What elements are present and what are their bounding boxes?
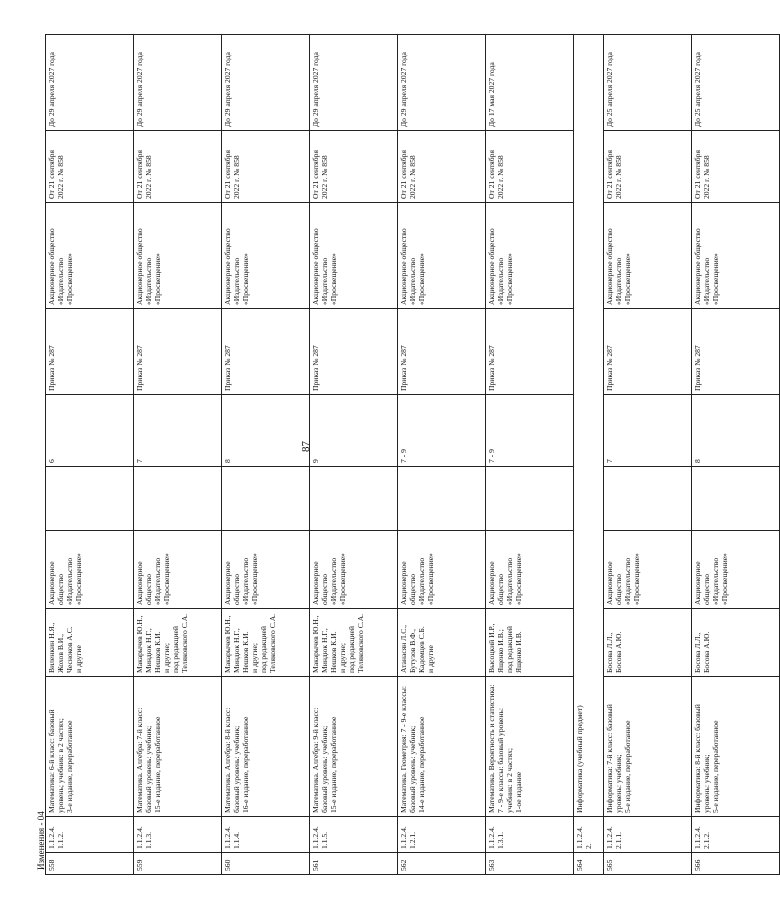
title-cell: Информатика: 8-й класс: базовый уровень: учебник; 5-е издание, переработанное	[692, 677, 780, 817]
from-cell: От 21 сентября 2022 г. № 858	[46, 131, 134, 203]
empty-cell	[398, 467, 486, 531]
table-row	[46, 35, 134, 875]
holder-cell: Акционерное общество «Издательство «Просвещение»	[692, 203, 780, 309]
grade-cell: 7 - 9	[398, 395, 486, 467]
row-number-cell: 563	[486, 853, 574, 875]
row-number-cell: 561	[310, 853, 398, 875]
empty-cell	[46, 467, 134, 531]
from-cell: От 21 сентября 2022 г. № 858	[398, 131, 486, 203]
title-cell: Математика. Алгебра: 8-й класс: базовый уровень: учебник; 16-е издание, переработанное	[222, 677, 310, 817]
from-cell: От 21 сентября 2022 г. № 858	[486, 131, 574, 203]
title-cell: Математика. Алгебра: 9-й класс: базовый уровень: учебник; 15-е издание, переработанное	[310, 677, 398, 817]
title-cell: Математика. Геометрия: 7 - 9-е классы: базовый уровень: учебник; 14-е издание, переработанное	[398, 677, 486, 817]
code-cell: 1.1.2.4. 1.1.4.	[222, 817, 310, 853]
row-number-cell: 564	[574, 853, 604, 875]
from-cell: От 21 сентября 2022 г. № 858	[310, 131, 398, 203]
authors-cell: Босова Л.Л., Босова А.Ю.	[692, 609, 780, 677]
section-title-cell: Информатика (учебный предмет)	[574, 35, 604, 817]
row-number-cell: 558	[46, 853, 134, 875]
until-cell: До 17 мая 2027 года	[486, 35, 574, 131]
publisher-cell: Акционерное общество «Издательство «Просвещение»	[692, 531, 780, 609]
table-row	[134, 35, 222, 875]
empty-cell	[134, 467, 222, 531]
from-cell: От 21 сентября 2022 г. № 858	[134, 131, 222, 203]
authors-cell: Высоцкий И.Р., Ященко И.В.; под редакцией Ященко И.В.	[486, 609, 574, 677]
code-cell: 1.1.2.4. 2.	[574, 817, 604, 853]
table-row	[398, 35, 486, 875]
until-cell: До 29 апреля 2027 года	[310, 35, 398, 131]
code-cell: 1.1.2.4. 2.1.2.	[692, 817, 780, 853]
authors-cell: Босова Л.Л., Босова А.Ю.	[604, 609, 692, 677]
order-cell: Приказ № 287	[134, 309, 222, 395]
empty-cell	[486, 467, 574, 531]
authors-cell: Атанасян Л.С., Бутузов В.Ф., Кадомцев С.Б. и другие	[398, 609, 486, 677]
order-cell: Приказ № 287	[486, 309, 574, 395]
table-row	[222, 35, 310, 875]
code-cell: 1.1.2.4. 1.1.2.	[46, 817, 134, 853]
code-cell: 1.1.2.4. 2.1.1.	[604, 817, 692, 853]
title-cell: Математика. Вероятность и статистика: 7 - 9-е классы: базовый уровень: учебник: в 2 частях; 1-ое издание	[486, 677, 574, 817]
row-number-cell: 565	[604, 853, 692, 875]
title-cell: Математика: 6-й класс: базовый уровень; учебник: в 2 частях; 3-е издание, переработанное	[46, 677, 134, 817]
holder-cell: Акционерное общество «Издательство «Просвещение»	[222, 203, 310, 309]
from-cell: От 21 сентября 2022 г. № 858	[604, 131, 692, 203]
holder-cell: Акционерное общество «Издательство «Просвещение»	[310, 203, 398, 309]
code-cell: 1.1.2.4. 1.2.1.	[398, 817, 486, 853]
order-cell: Приказ № 287	[692, 309, 780, 395]
grade-cell: 8	[222, 395, 310, 467]
from-cell: От 21 сентября 2022 г. № 858	[222, 131, 310, 203]
empty-cell	[604, 467, 692, 531]
holder-cell: Акционерное общество «Издательство «Просвещение»	[604, 203, 692, 309]
table-row	[574, 35, 604, 875]
until-cell: До 29 апреля 2027 года	[46, 35, 134, 131]
table-row	[692, 35, 780, 875]
from-cell: От 21 сентября 2022 г. № 858	[692, 131, 780, 203]
page-number: 87	[300, 441, 312, 452]
code-cell: 1.1.2.4. 1.3.1.	[486, 817, 574, 853]
order-cell: Приказ № 287	[310, 309, 398, 395]
authors-cell: Виленкин Н.Я., Жохов В.И., Чесноков А.С. и другие	[46, 609, 134, 677]
grade-cell: 6	[46, 395, 134, 467]
grade-cell: 7 - 9	[486, 395, 574, 467]
footer-note: Изменения - 04	[36, 811, 46, 870]
publisher-cell: Акционерное общество «Издательство «Просвещение»	[46, 531, 134, 609]
until-cell: До 29 апреля 2027 года	[222, 35, 310, 131]
rotated-table-container	[45, 35, 729, 875]
publisher-cell: Акционерное общество «Издательство «Просвещение»	[310, 531, 398, 609]
row-number-cell: 560	[222, 853, 310, 875]
grade-cell: 8	[692, 395, 780, 467]
table-row	[310, 35, 398, 875]
row-number-cell: 562	[398, 853, 486, 875]
empty-cell	[222, 467, 310, 531]
publisher-cell: Акционерное общество «Издательство «Просвещение»	[222, 531, 310, 609]
row-number-cell: 566	[692, 853, 780, 875]
holder-cell: Акционерное общество «Издательство «Просвещение»	[134, 203, 222, 309]
order-cell: Приказ № 287	[604, 309, 692, 395]
until-cell: До 25 апреля 2027 года	[692, 35, 780, 131]
code-cell: 1.1.2.4. 1.1.3.	[134, 817, 222, 853]
table-body	[46, 35, 780, 875]
row-number-cell: 559	[134, 853, 222, 875]
publisher-cell: Акционерное общество «Издательство «Просвещение»	[398, 531, 486, 609]
holder-cell: Акционерное общество «Издательство «Просвещение»	[46, 203, 134, 309]
grade-cell: 7	[134, 395, 222, 467]
table-row	[486, 35, 574, 875]
textbook-table	[45, 34, 780, 875]
until-cell: До 29 апреля 2027 года	[398, 35, 486, 131]
grade-cell: 7	[604, 395, 692, 467]
until-cell: До 29 апреля 2027 года	[134, 35, 222, 131]
authors-cell: Макарычев Ю.Н., Миндюк Н.Г., Нешков К.И. и другие; под редакцией Теляковского С.А.	[310, 609, 398, 677]
publisher-cell: Акционерное общество «Издательство «Просвещение»	[604, 531, 692, 609]
grade-cell: 9	[310, 395, 398, 467]
authors-cell: Макарычев Ю.Н., Миндюк Н.Г., Нешков К.И. и другие; под редакцией Теляковского С.А.	[222, 609, 310, 677]
holder-cell: Акционерное общество «Издательство «Просвещение»	[486, 203, 574, 309]
authors-cell: Макарычев Ю.Н., Миндюк Н.Г., Нешков К.И. и другие; под редакцией Теляковского С.А.	[134, 609, 222, 677]
code-cell: 1.1.2.4. 1.1.5.	[310, 817, 398, 853]
publisher-cell: Акционерное общество «Издательство «Просвещение»	[134, 531, 222, 609]
order-cell: Приказ № 287	[46, 309, 134, 395]
empty-cell	[692, 467, 780, 531]
table-row	[604, 35, 692, 875]
order-cell: Приказ № 287	[398, 309, 486, 395]
title-cell: Математика. Алгебра: 7-й класс: базовый уровень: учебник; 15-е издание, переработанное	[134, 677, 222, 817]
holder-cell: Акционерное общество «Издательство «Просвещение»	[398, 203, 486, 309]
title-cell: Информатика: 7-й класс: базовый уровень: учебник; 5-е издание, переработанное	[604, 677, 692, 817]
order-cell: Приказ № 287	[222, 309, 310, 395]
empty-cell	[310, 467, 398, 531]
until-cell: До 25 апреля 2027 года	[604, 35, 692, 131]
publisher-cell: Акционерное общество «Издательство «Просвещение»	[486, 531, 574, 609]
